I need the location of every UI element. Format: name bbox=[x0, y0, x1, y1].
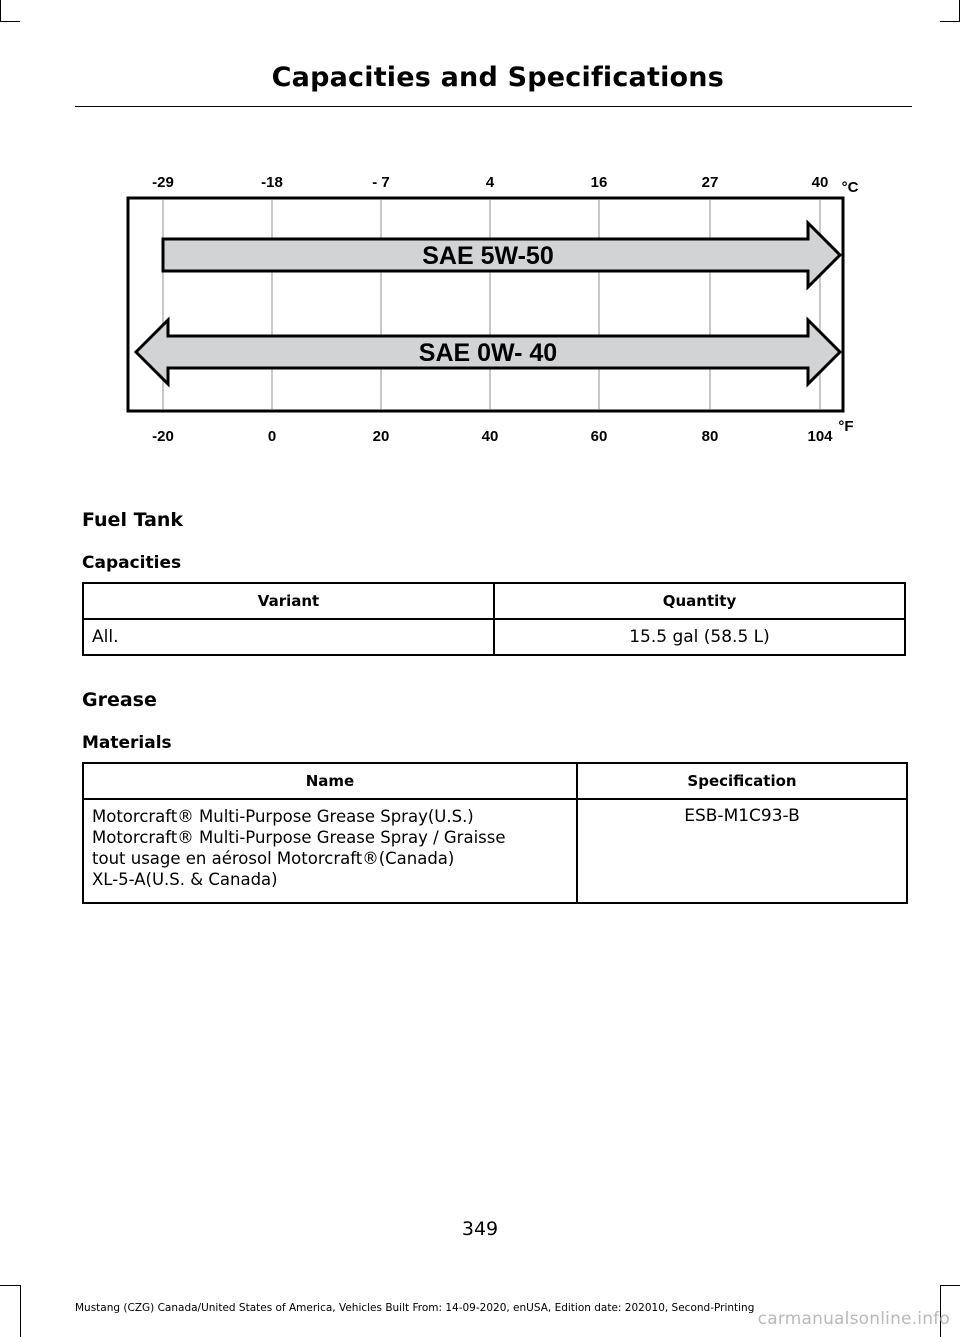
fahrenheit-tick-label: -20 bbox=[152, 428, 174, 445]
fahrenheit-tick-label: 20 bbox=[372, 428, 390, 445]
fahrenheit-unit-label: °F bbox=[838, 418, 854, 435]
celsius-tick-label: -18 bbox=[261, 174, 283, 191]
crop-mark bbox=[0, 1285, 20, 1286]
page-number: 349 bbox=[461, 1218, 499, 1240]
materials-subheading: Materials bbox=[82, 733, 172, 753]
capacities-subheading: Capacities bbox=[82, 553, 182, 573]
crop-mark bbox=[20, 1285, 21, 1337]
column-header: Name bbox=[83, 763, 577, 799]
page-title: Capacities and Specifications bbox=[271, 62, 724, 93]
celsius-tick-label: 16 bbox=[590, 174, 608, 191]
fuel-tank-heading: Fuel Tank bbox=[82, 509, 184, 531]
grease-name-cell bbox=[83, 799, 577, 903]
specification-cell: ESB-M1C93-B bbox=[577, 799, 907, 903]
grease-name-line: Motorcraft® Multi-Purpose Grease Spray(U.S.) bbox=[92, 807, 474, 826]
crop-mark bbox=[0, 21, 20, 22]
celsius-tick-label: -29 bbox=[152, 174, 174, 191]
watermark: carmanualsonline.info bbox=[757, 1309, 950, 1329]
grease-name-line: tout usage en aérosol Motorcraft®(Canada) bbox=[92, 849, 455, 868]
viscosity-grade-label: SAE 5W-50 bbox=[422, 242, 554, 270]
celsius-tick-label: 27 bbox=[701, 174, 719, 191]
crop-mark bbox=[940, 21, 960, 22]
crop-mark bbox=[0, 0, 1, 22]
table-row bbox=[83, 799, 907, 903]
column-header: Variant bbox=[83, 583, 494, 619]
fuel-capacity-table bbox=[82, 582, 906, 656]
header-divider bbox=[75, 106, 912, 107]
column-header: Specification bbox=[577, 763, 907, 799]
fahrenheit-tick-label: 80 bbox=[701, 428, 719, 445]
chart-frame bbox=[128, 198, 843, 411]
fahrenheit-tick-label: 0 bbox=[267, 428, 277, 445]
quantity-cell: 15.5 gal (58.5 L) bbox=[494, 619, 905, 655]
viscosity-grade-label: SAE 0W- 40 bbox=[418, 339, 558, 367]
celsius-unit-label: °C bbox=[841, 179, 859, 196]
celsius-tick-label: 40 bbox=[811, 174, 829, 191]
celsius-tick-label: - 7 bbox=[372, 174, 390, 191]
grease-heading: Grease bbox=[82, 689, 157, 711]
table-row bbox=[83, 619, 905, 655]
footer-edition-text: Mustang (CZG) Canada/United States of America, Vehicles Built From: 14-09-2020, enUSA, Edition date: 202010, Second-Printing bbox=[75, 1302, 755, 1314]
celsius-tick-label: 4 bbox=[485, 174, 495, 191]
fahrenheit-tick-label: 60 bbox=[590, 428, 608, 445]
fahrenheit-tick-label: 40 bbox=[481, 428, 499, 445]
grease-name-line: Motorcraft® Multi-Purpose Grease Spray / Graisse bbox=[92, 828, 506, 847]
grease-name-line: XL-5-A(U.S. & Canada) bbox=[92, 870, 278, 889]
oil-viscosity-chart bbox=[118, 160, 860, 450]
fahrenheit-tick-label: 104 bbox=[807, 428, 833, 445]
variant-cell: All. bbox=[83, 619, 494, 655]
column-header: Quantity bbox=[494, 583, 905, 619]
crop-mark bbox=[940, 1285, 960, 1286]
grease-materials-table bbox=[82, 762, 908, 904]
